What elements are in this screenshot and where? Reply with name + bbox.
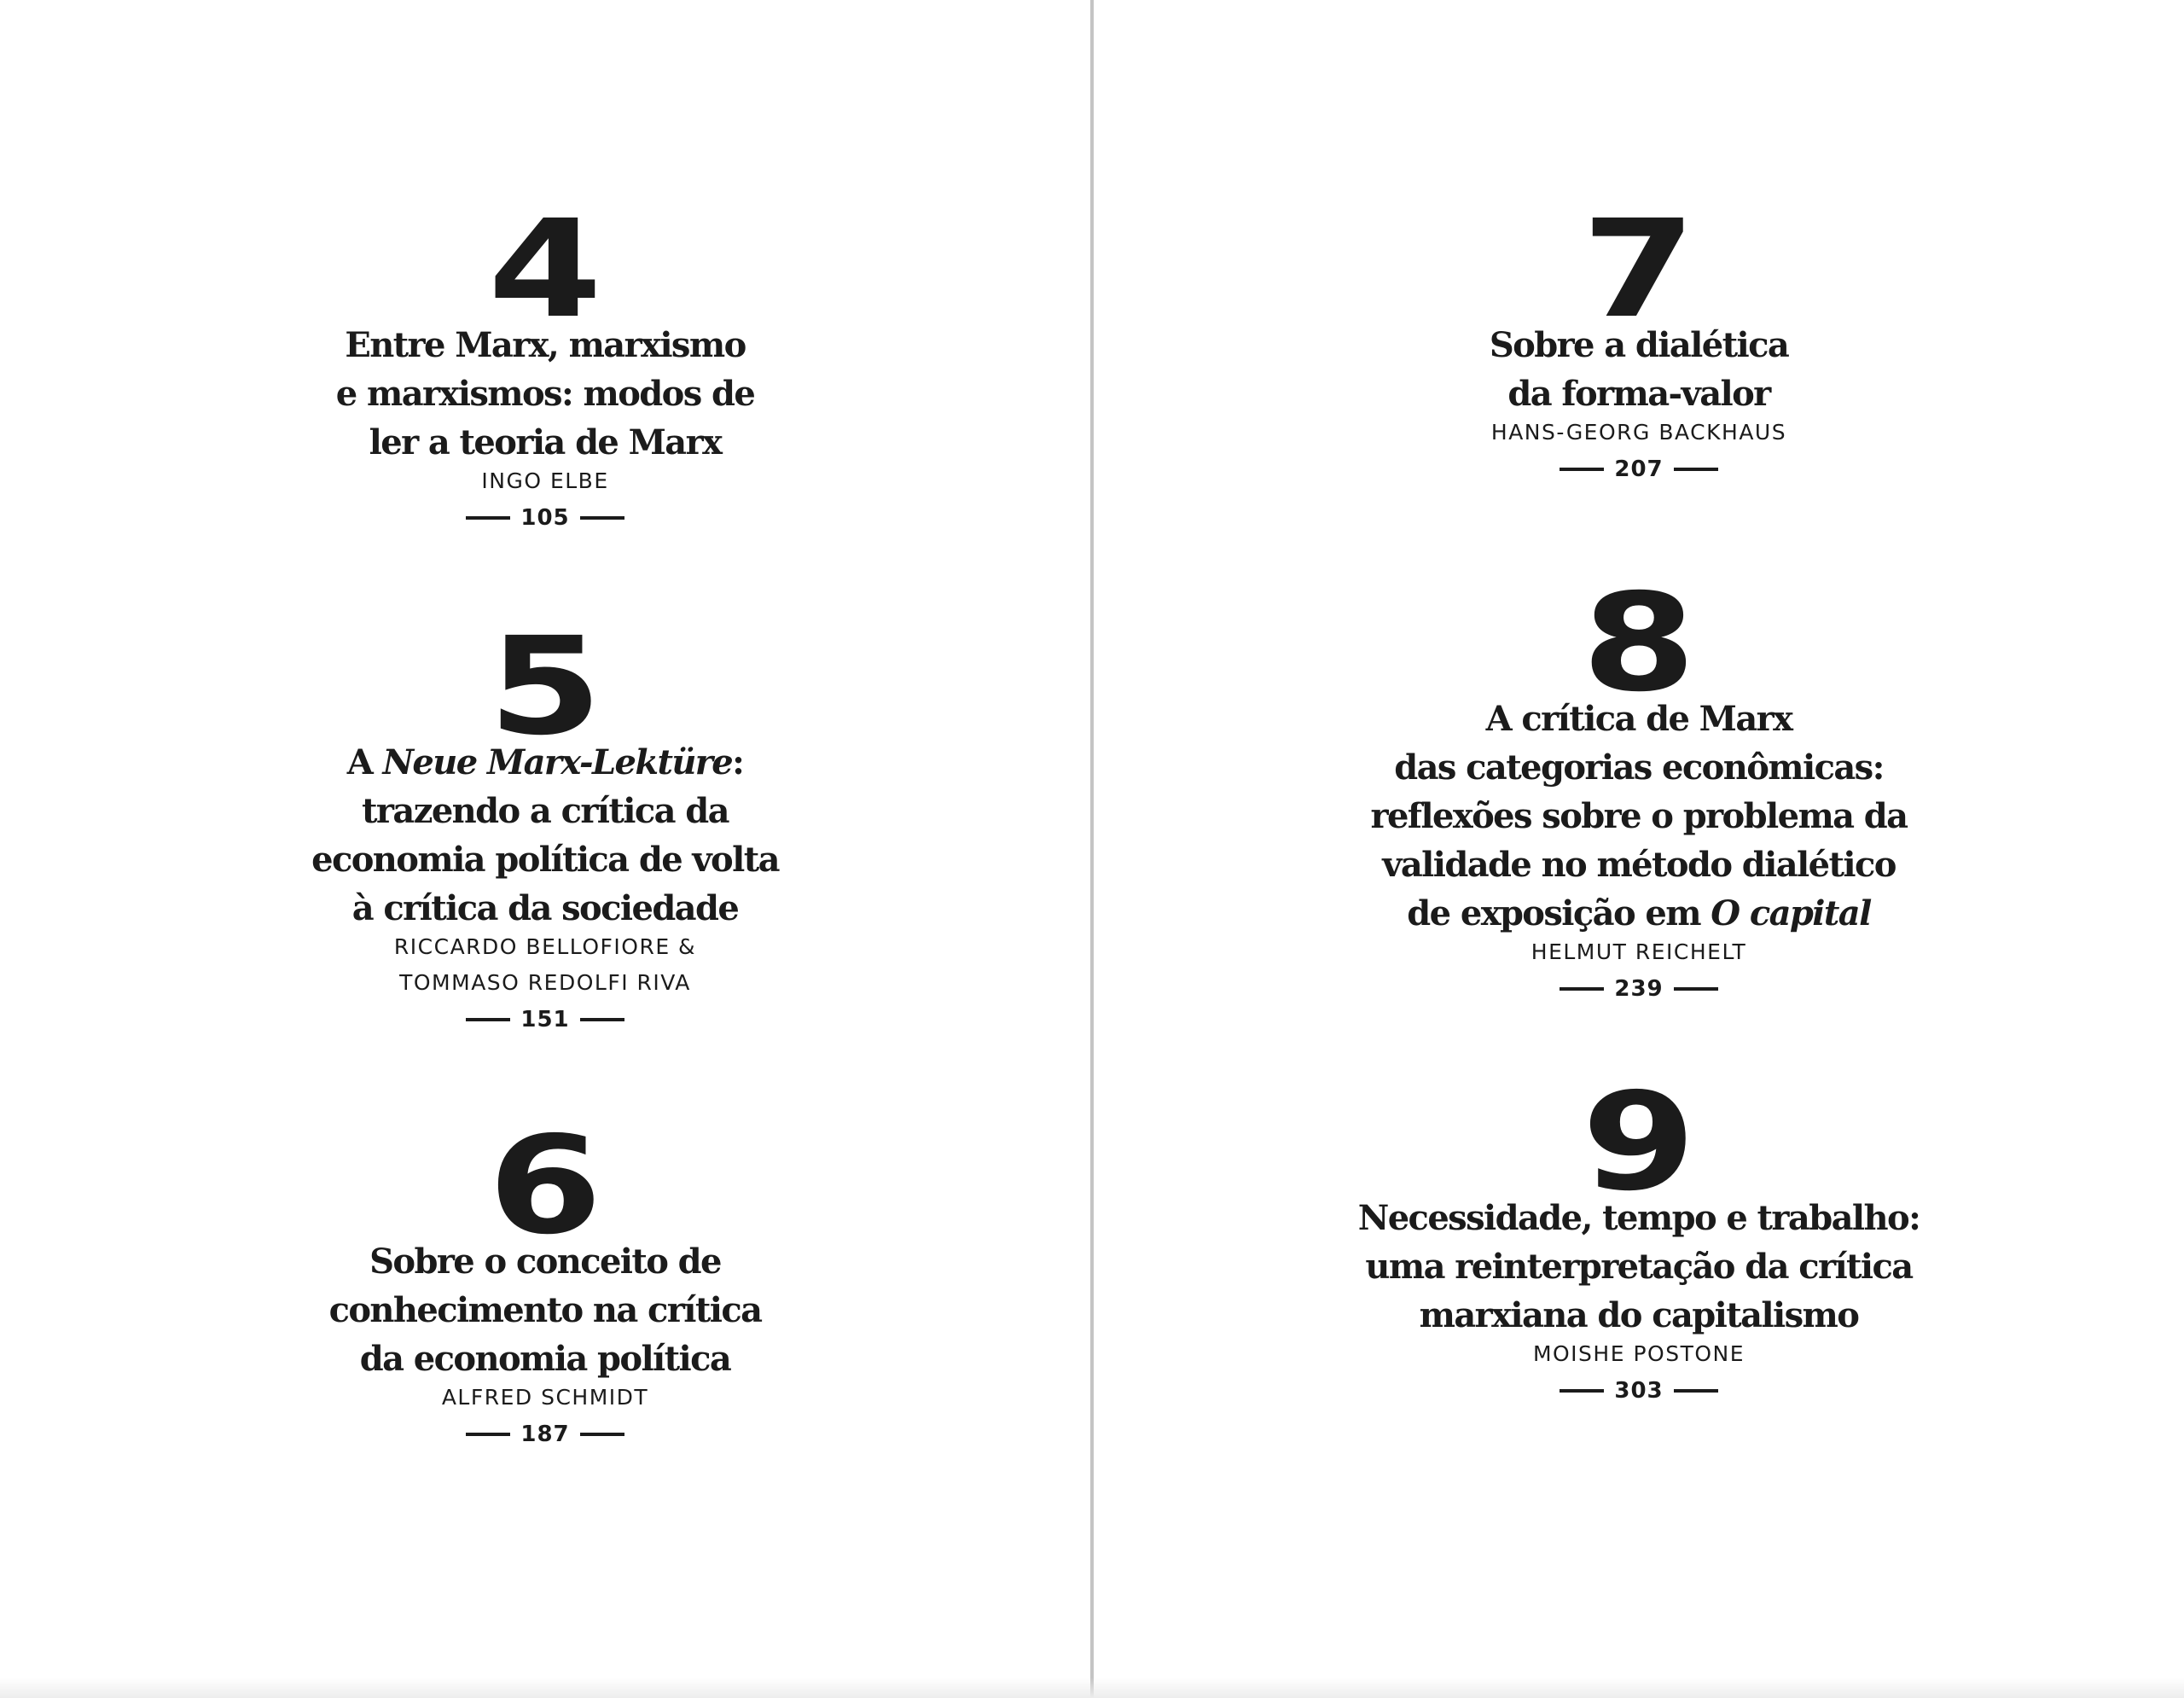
chapter-title-italic: Neue Marx-Lektüre — [382, 742, 733, 782]
chapter-entry-6[interactable] — [0, 1108, 1090, 1447]
dash-left — [1560, 468, 1604, 471]
chapter-number: 8 — [1581, 565, 1697, 722]
chapter-title: Sobre a dialética da forma-valor — [1489, 325, 1789, 414]
chapter-title-italic: O capital — [1711, 893, 1871, 933]
chapter-entry-8[interactable] — [1094, 565, 2184, 1002]
chapter-title-prefix: A — [346, 742, 383, 782]
left-page — [0, 0, 1090, 1698]
right-page — [1094, 0, 2184, 1698]
chapter-title: Necessidade, tempo e trabalho: uma reinterpretação da crítica marxiana do capitalismo — [1357, 1198, 1920, 1335]
page-number: 303 — [1614, 1378, 1664, 1404]
page-reference — [1094, 977, 2184, 1001]
page-number: 105 — [520, 505, 570, 531]
chapter-author: HANS-GEORG BACKHAUS — [1490, 420, 1787, 445]
chapter-title-suffix: : trazendo a crítica da economia política de volta à crítica da sociedade — [311, 742, 779, 928]
chapter-author: RICCARDO BELLOFIORE & TOMMASO REDOLFI RIVA — [393, 934, 697, 995]
chapter-entry-7[interactable] — [1094, 191, 2184, 482]
dash-right — [1674, 1389, 1718, 1393]
page-reference — [0, 1008, 1090, 1032]
chapter-author: ALFRED SCHMIDT — [441, 1385, 649, 1410]
chapter-title — [1094, 695, 2184, 938]
bottom-edge-shadow — [0, 1678, 2184, 1698]
chapter-title: Sobre o conceito de conhecimento na crítica da economia política — [328, 1242, 762, 1379]
dash-left — [466, 1018, 510, 1021]
dash-right — [1674, 987, 1718, 991]
chapter-author: HELMUT REICHELT — [1531, 939, 1747, 964]
chapter-number: 5 — [487, 608, 603, 765]
dash-right — [1674, 468, 1718, 471]
page-reference — [0, 506, 1090, 530]
chapter-title: Entre Marx, marxismo e marxismos: modos de ler a teoria de Marx — [335, 325, 755, 462]
chapter-title-prefix: A crítica de Marx das categorias econômicas: reflexões sobre o problema da validade no método dialético de exposição em — [1370, 699, 1908, 933]
page-reference — [1094, 457, 2184, 481]
chapter-title — [0, 738, 1090, 933]
dash-right — [580, 1018, 624, 1021]
chapter-number: 9 — [1581, 1064, 1697, 1221]
chapter-number: 6 — [487, 1108, 603, 1265]
chapter-number: 7 — [1581, 191, 1697, 348]
chapter-entry-9[interactable] — [1094, 1064, 2184, 1404]
dash-left — [466, 1433, 510, 1436]
page-number: 207 — [1614, 456, 1664, 482]
chapter-number: 4 — [487, 191, 603, 348]
dash-left — [1560, 987, 1604, 991]
page-reference — [1094, 1379, 2184, 1403]
page-number: 239 — [1614, 976, 1664, 1002]
dash-left — [1560, 1389, 1604, 1393]
dash-left — [466, 516, 510, 520]
page-number: 151 — [520, 1007, 570, 1032]
chapter-entry-4[interactable] — [0, 191, 1090, 531]
page-number: 187 — [520, 1422, 570, 1447]
dash-right — [580, 516, 624, 520]
chapter-entry-5[interactable] — [0, 608, 1090, 1032]
chapter-author: MOISHE POSTONE — [1532, 1341, 1745, 1366]
dash-right — [580, 1433, 624, 1436]
page-reference — [0, 1422, 1090, 1446]
chapter-author: INGO ELBE — [481, 468, 609, 493]
